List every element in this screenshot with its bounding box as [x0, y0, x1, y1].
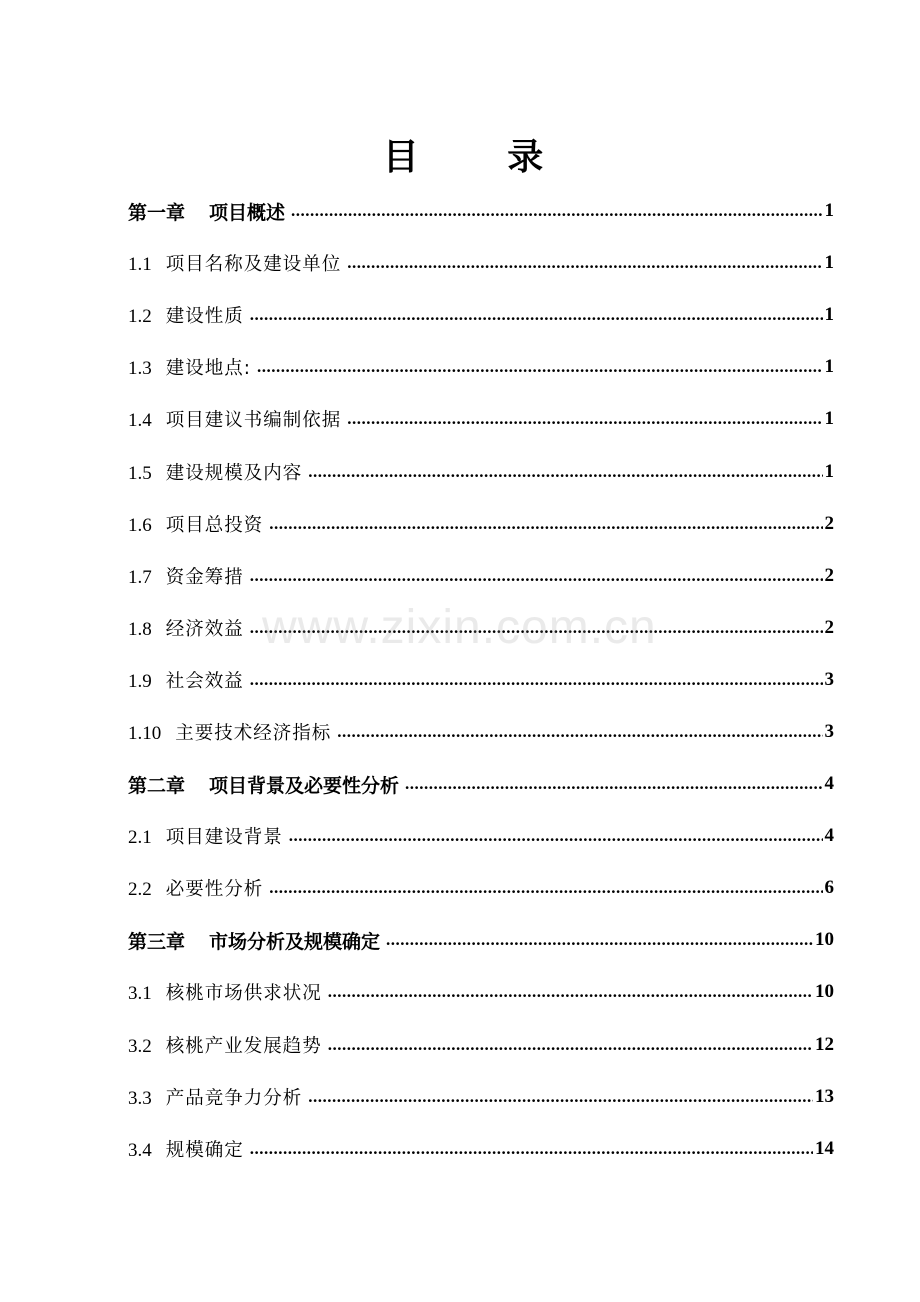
toc-leader-dots: [386, 930, 813, 950]
toc-entry-text: 项目总投资: [165, 514, 264, 536]
toc-page-number: 10: [815, 929, 834, 951]
toc-leader-dots: [328, 1035, 813, 1055]
toc-leader-dots: [250, 670, 823, 690]
toc-entry-text: 主要技术经济指标: [175, 722, 332, 744]
toc-entry-number: 第一章: [128, 201, 186, 224]
toc-entry-text: 项目概述: [209, 201, 286, 224]
toc-section-entry[interactable]: [128, 498, 834, 550]
toc-section-entry[interactable]: [128, 810, 834, 862]
toc-entry-label: [128, 719, 331, 745]
toc-entry-label: [128, 198, 285, 225]
toc-leader-dots: [250, 566, 823, 586]
toc-page-number: 4: [824, 773, 834, 795]
toc-entry-text: 建设地点:: [165, 358, 251, 380]
toc-entry-number: 3.4: [128, 1139, 152, 1161]
toc-page-number: 1: [824, 408, 834, 430]
toc-entry-number: 第三章: [128, 930, 186, 953]
watermark: www.zixin.com.cn: [262, 601, 657, 654]
toc-leader-dots: [308, 462, 822, 482]
toc-section-entry[interactable]: [128, 966, 834, 1018]
toc-leader-dots: [347, 253, 822, 273]
toc-section-entry[interactable]: [128, 706, 834, 758]
toc-entry-text: 项目名称及建设单位: [165, 254, 342, 276]
toc-chapter-entry[interactable]: [128, 185, 834, 237]
toc-section-entry[interactable]: [128, 862, 834, 914]
toc-entry-label: [128, 927, 380, 954]
toc-page-number: 1: [824, 304, 834, 326]
toc-entry-text: 建设性质: [165, 306, 244, 328]
toc-entry-label: [128, 823, 283, 849]
toc-entry-number: 3.2: [128, 1035, 152, 1057]
toc-entry-label: [128, 459, 302, 485]
toc-entry-number: 2.1: [128, 827, 152, 849]
toc-entry-text: 项目建设背景: [165, 827, 283, 849]
toc-entry-label: [128, 511, 263, 537]
toc-entry-number: 1.2: [128, 306, 152, 328]
toc-entry-label: [128, 406, 341, 432]
toc-entry-number: 1.7: [128, 566, 152, 588]
toc-page-number: 12: [815, 1033, 834, 1055]
toc-entry-text: 核桃产业发展趋势: [165, 1035, 322, 1057]
toc-entry-number: 1.5: [128, 462, 152, 484]
toc-page-number: 3: [824, 720, 834, 742]
toc-page-number: 1: [824, 460, 834, 482]
toc-chapter-entry[interactable]: [128, 914, 834, 966]
toc-page-number: 2: [824, 564, 834, 586]
toc-entry-text: 产品竞争力分析: [165, 1087, 303, 1109]
toc-entry-label: [128, 302, 244, 328]
toc-entry-number: 1.4: [128, 410, 152, 432]
toc-entry-label: [128, 875, 263, 901]
page-title: 目 录: [382, 137, 582, 178]
toc-entry-text: 建设规模及内容: [165, 462, 303, 484]
toc-leader-dots: [289, 826, 823, 846]
toc-entry-number: 1.9: [128, 670, 152, 692]
toc-entry-label: [128, 1032, 322, 1058]
toc-page-number: 1: [824, 356, 834, 378]
toc-leader-dots: [257, 357, 823, 377]
toc-entry-text: 核桃市场供求状况: [165, 983, 322, 1005]
toc-leader-dots: [291, 201, 822, 221]
toc-leader-dots: [250, 618, 823, 638]
toc-entry-number: 3.1: [128, 983, 152, 1005]
toc-entry-number: 2.2: [128, 879, 152, 901]
toc-section-entry[interactable]: [128, 393, 834, 445]
toc-section-entry[interactable]: [128, 237, 834, 289]
toc-entry-text: 经济效益: [165, 618, 244, 640]
toc-entry-label: [128, 1084, 302, 1110]
toc-page-number: 4: [824, 825, 834, 847]
toc-page-number: 2: [824, 616, 834, 638]
toc-section-entry[interactable]: [128, 289, 834, 341]
toc-entry-number: 1.3: [128, 358, 152, 380]
toc-section-entry[interactable]: [128, 602, 834, 654]
toc-entry-label: [128, 979, 322, 1005]
toc-entry-text: 必要性分析: [165, 879, 264, 901]
toc-entry-text: 市场分析及规模确定: [209, 930, 381, 953]
toc-entry-label: [128, 563, 244, 589]
toc-section-entry[interactable]: [128, 445, 834, 497]
toc-section-entry[interactable]: [128, 1019, 834, 1071]
toc-page-number: 6: [824, 877, 834, 899]
toc-entry-label: [128, 1136, 244, 1162]
toc-page-number: 10: [815, 981, 834, 1003]
toc-entry-text: 资金筹措: [165, 566, 244, 588]
toc-entry-label: [128, 667, 244, 693]
toc-page-number: 3: [824, 668, 834, 690]
toc-entry-text: 规模确定: [165, 1139, 244, 1161]
toc-page-number: 13: [815, 1085, 834, 1107]
toc-leader-dots: [250, 1139, 813, 1159]
toc-page-number: 1: [824, 252, 834, 274]
toc-page-number: 2: [824, 512, 834, 534]
toc-leader-dots: [269, 514, 822, 534]
toc-page-number: 1: [824, 200, 834, 222]
toc-entry-label: [128, 771, 399, 798]
toc-section-entry[interactable]: [128, 1123, 834, 1175]
toc-entry-number: 1.10: [128, 722, 162, 744]
toc-page-number: 14: [815, 1137, 834, 1159]
toc-entry-number: 1.8: [128, 618, 152, 640]
toc-leader-dots: [328, 982, 813, 1002]
toc-entry-number: 3.3: [128, 1087, 152, 1109]
toc-leader-dots: [269, 878, 822, 898]
toc-leader-dots: [250, 305, 823, 325]
toc-entry-number: 1.6: [128, 514, 152, 536]
toc-leader-dots: [405, 774, 822, 794]
toc-section-entry[interactable]: [128, 654, 834, 706]
toc-entry-text: 项目背景及必要性分析: [209, 774, 400, 797]
toc-list: [128, 185, 834, 1175]
toc-entry-label: [128, 615, 244, 641]
toc-section-entry[interactable]: [128, 341, 834, 393]
toc-section-entry[interactable]: [128, 1071, 834, 1123]
toc-entry-label: [128, 250, 341, 276]
toc-leader-dots: [337, 722, 822, 742]
toc-leader-dots: [347, 409, 822, 429]
toc-entry-number: 1.1: [128, 254, 152, 276]
toc-entry-number: 第二章: [128, 774, 186, 797]
toc-chapter-entry[interactable]: [128, 758, 834, 810]
toc-section-entry[interactable]: [128, 550, 834, 602]
toc-entry-text: 项目建议书编制依据: [165, 410, 342, 432]
toc-entry-label: [128, 354, 251, 380]
toc-entry-text: 社会效益: [165, 670, 244, 692]
toc-leader-dots: [308, 1087, 813, 1107]
